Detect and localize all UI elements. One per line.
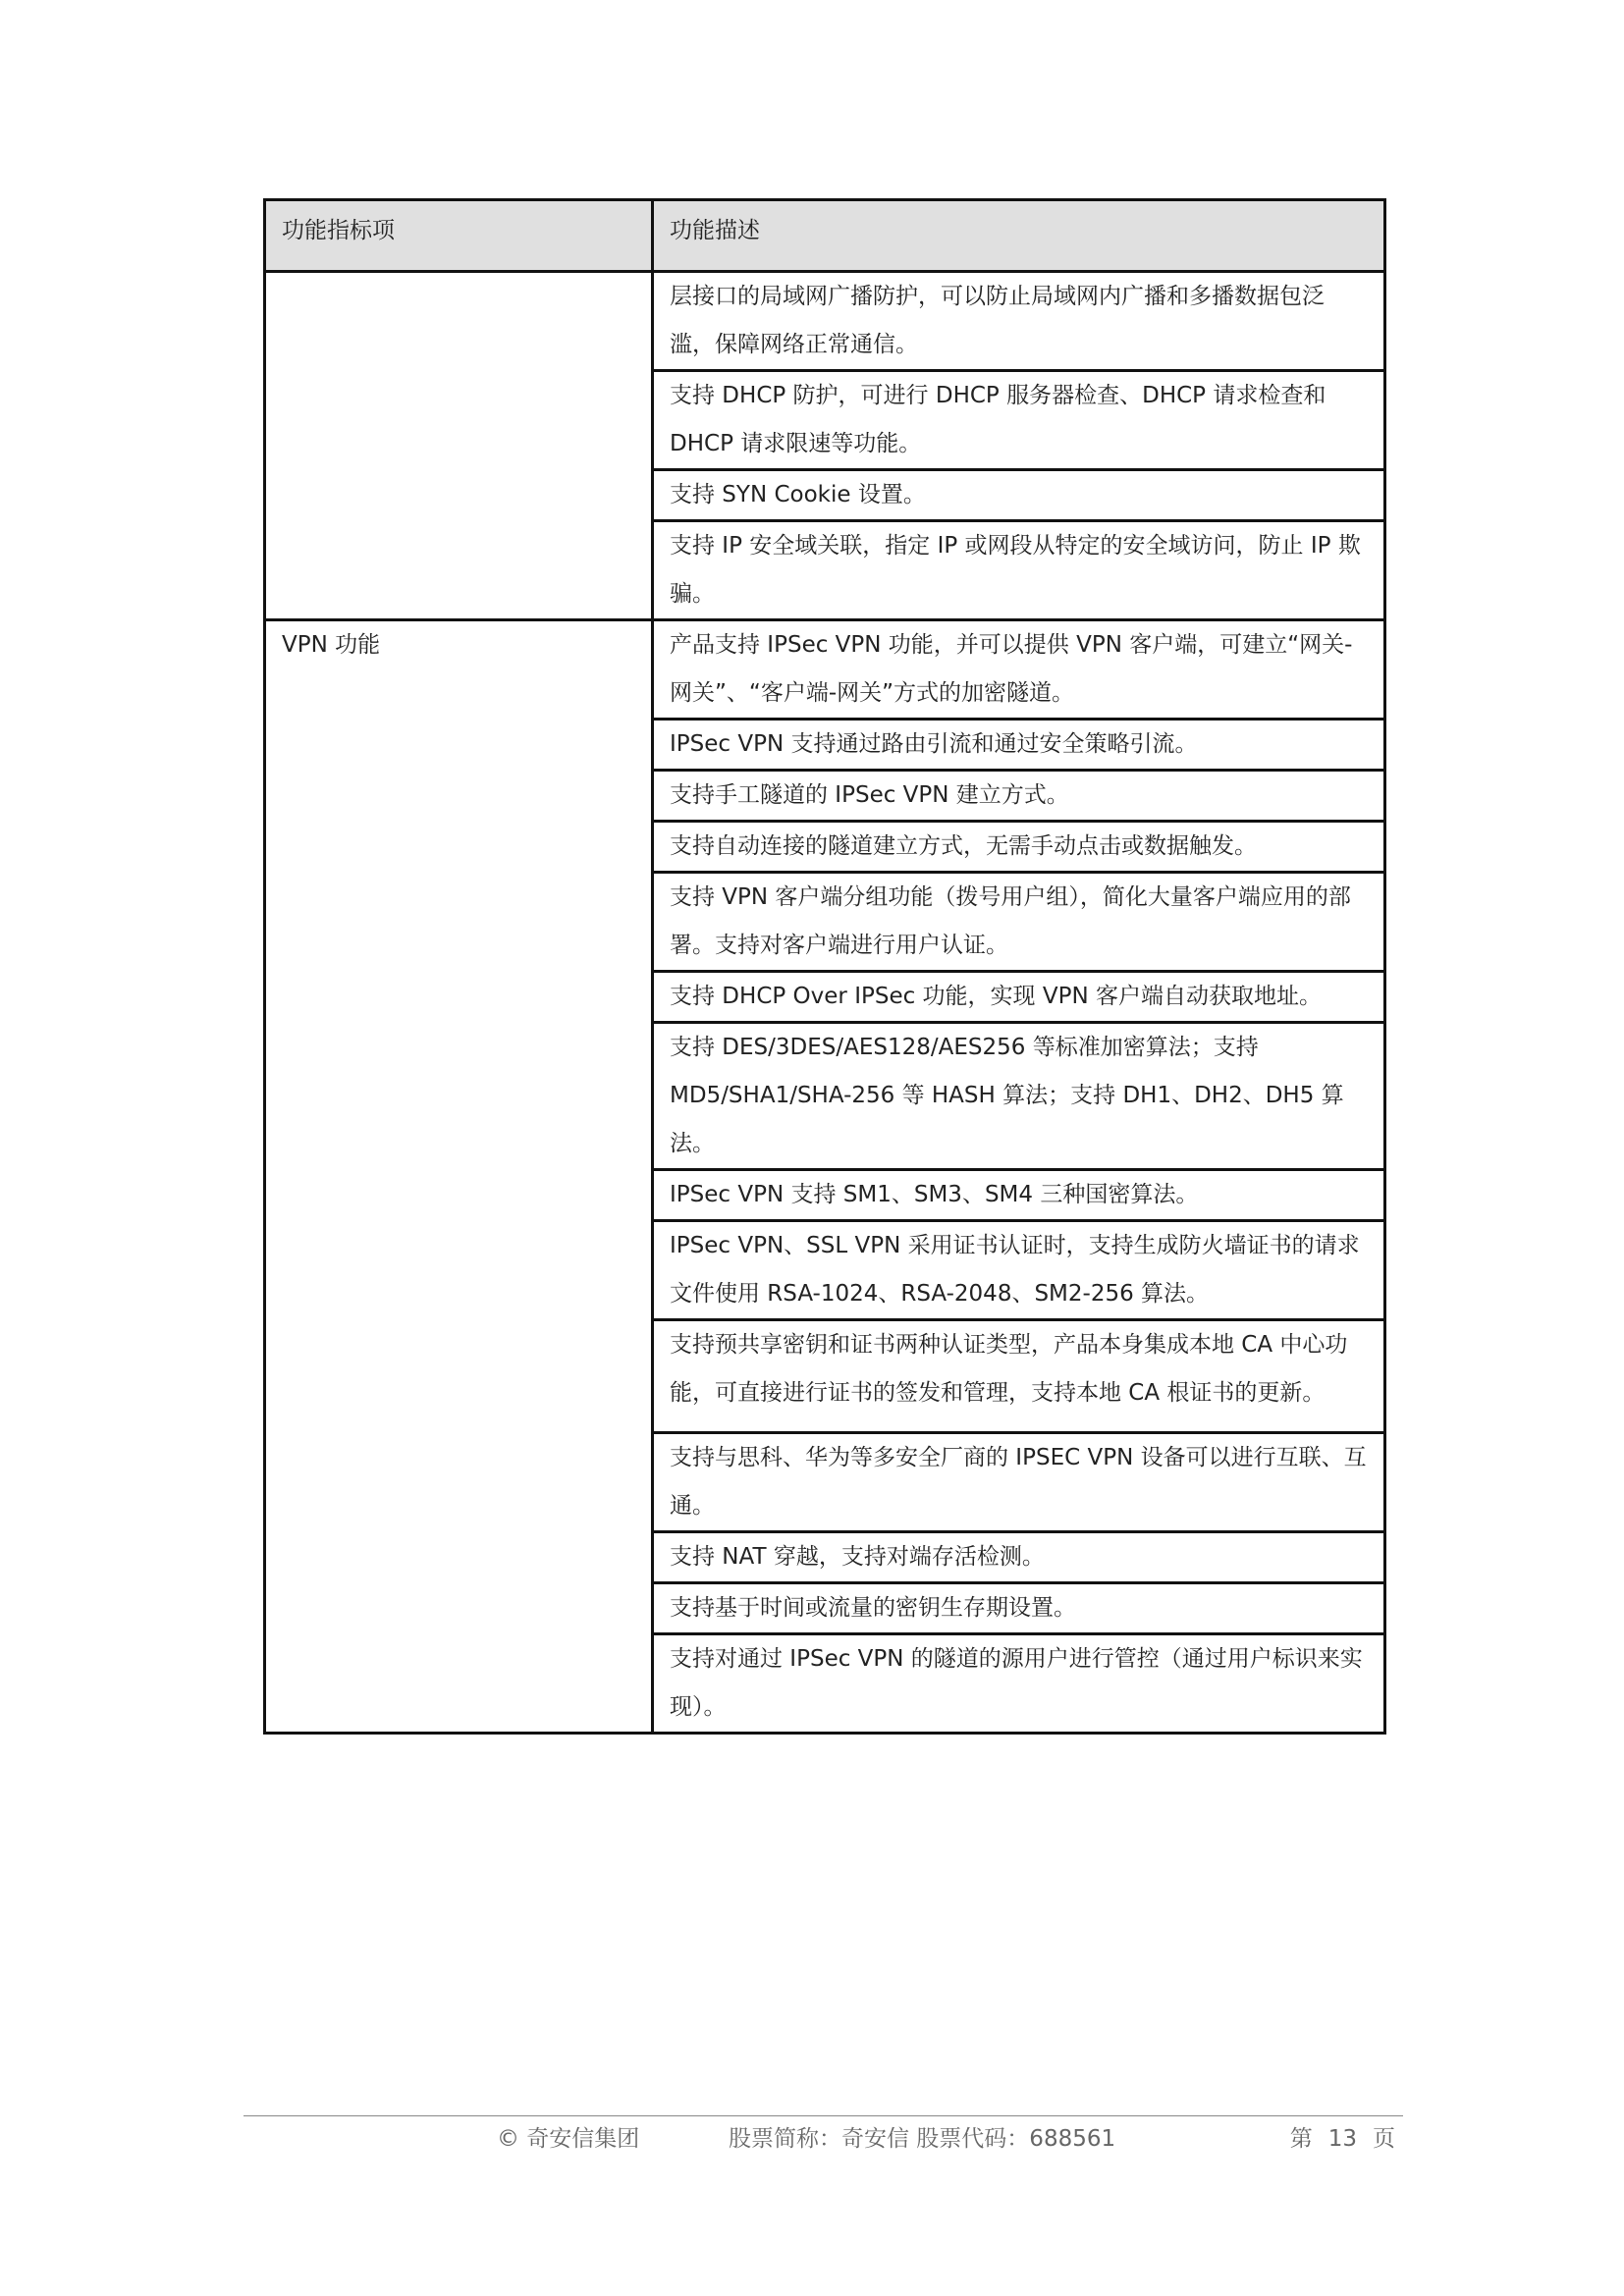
footer-divider: [244, 2115, 1403, 2116]
row-description: 支持 IP 安全域关联，指定 IP 或网段从特定的安全域访问，防止 IP 欺骗。: [653, 521, 1385, 620]
row-description: 支持手工隧道的 IPSec VPN 建立方式。: [653, 771, 1385, 822]
footer-page-number: [1282, 2120, 1403, 2153]
table-row: [265, 272, 1385, 371]
row-description: 支持 VPN 客户端分组功能（拨号用户组），简化大量客户端应用的部署。支持对客户端进行用户认证。: [653, 873, 1385, 972]
table-row: [265, 620, 1385, 720]
header-description: 功能描述: [653, 200, 1385, 272]
row-description: 支持与思科、华为等多安全厂商的 IPSEC VPN 设备可以进行互联、互通。: [653, 1433, 1385, 1532]
row-description: 支持预共享密钥和证书两种认证类型，产品本身集成本地 CA 中心功能，可直接进行证书的签发和管理，支持本地 CA 根证书的更新。: [653, 1320, 1385, 1433]
footer-company: © 奇安信集团: [497, 2126, 640, 2152]
row-description: 支持对通过 IPSec VPN 的隧道的源用户进行管控（通过用户标识来实现）。: [653, 1634, 1385, 1734]
group-label: VPN 功能: [265, 620, 653, 1734]
header-item: 功能指标项: [265, 200, 653, 272]
page-prefix: 第: [1289, 2126, 1313, 2152]
row-description: IPSec VPN、SSL VPN 采用证书认证时，支持生成防火墙证书的请求文件使用 RSA-1024、RSA-2048、SM2-256 算法。: [653, 1221, 1385, 1320]
row-description: 支持 DHCP 防护，可进行 DHCP 服务器检查、DHCP 请求检查和 DHCP 请求限速等功能。: [653, 371, 1385, 470]
row-description: 产品支持 IPSec VPN 功能，并可以提供 VPN 客户端，可建立“网关-网关”、“客户端-网关”方式的加密隧道。: [653, 620, 1385, 720]
row-description: 支持自动连接的隧道建立方式，无需手动点击或数据触发。: [653, 822, 1385, 873]
group-label: [265, 272, 653, 620]
row-description: 支持基于时间或流量的密钥生存期设置。: [653, 1583, 1385, 1634]
page-number: 13: [1327, 2126, 1357, 2152]
row-description: 支持 DES/3DES/AES128/AES256 等标准加密算法；支持 MD5/SHA1/SHA-256 等 HASH 算法；支持 DH1、DH2、DH5 算法。: [653, 1023, 1385, 1170]
row-description: 层接口的局域网广播防护，可以防止局域网内广播和多播数据包泛滥，保障网络正常通信。: [653, 272, 1385, 371]
page-footer: [244, 2120, 1403, 2160]
row-description: 支持 NAT 穿越，支持对端存活检测。: [653, 1532, 1385, 1583]
footer-stock-info: 股票简称：奇安信 股票代码：688561: [729, 2126, 1116, 2152]
spec-table: [263, 198, 1386, 1735]
page-suffix: 页: [1373, 2126, 1395, 2152]
row-description: IPSec VPN 支持 SM1、SM3、SM4 三种国密算法。: [653, 1170, 1385, 1221]
table-header-row: [265, 200, 1385, 272]
row-description: 支持 SYN Cookie 设置。: [653, 470, 1385, 521]
row-description: IPSec VPN 支持通过路由引流和通过安全策略引流。: [653, 720, 1385, 771]
row-description: 支持 DHCP Over IPSec 功能，实现 VPN 客户端自动获取地址。: [653, 972, 1385, 1023]
